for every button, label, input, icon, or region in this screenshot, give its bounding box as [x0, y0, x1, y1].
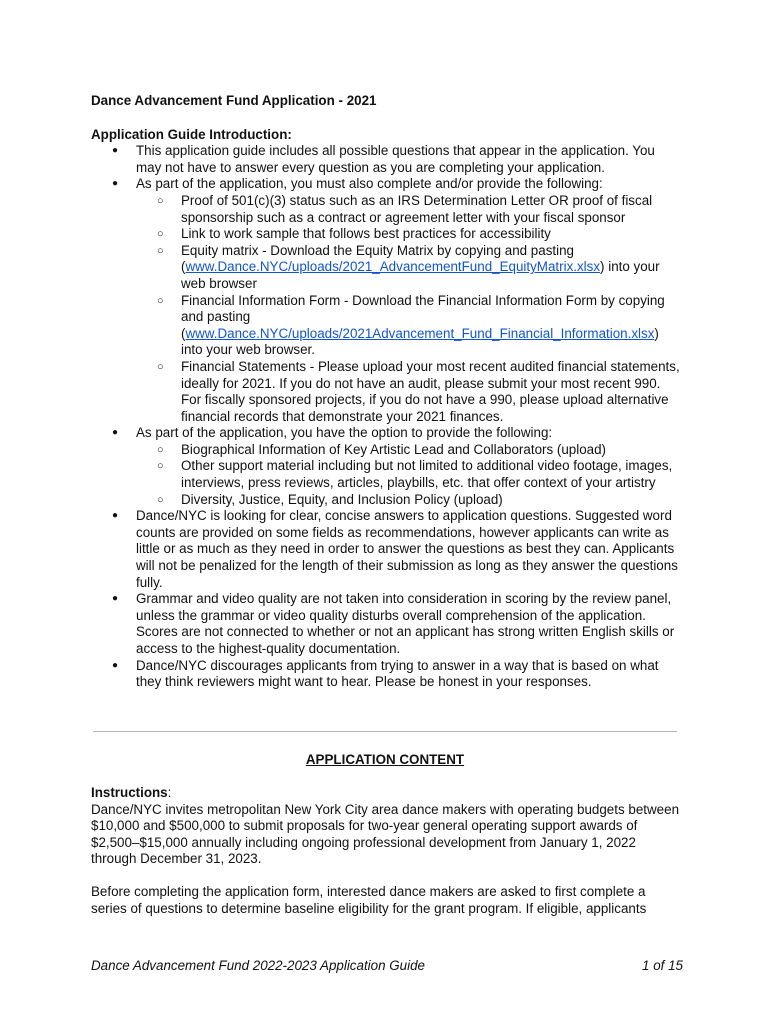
list-item-text: Dance/NYC discourages applicants from trying to answer in a way that is based on what they think reviewers might want to hear. Please be honest in your responses.	[136, 657, 659, 690]
list-item-text: This application guide includes all possible questions that appear in the application. You may not have to answer every question as you are completing your application.	[136, 143, 655, 175]
page-footer	[91, 958, 683, 973]
section-heading: APPLICATION CONTENT	[305, 752, 465, 767]
sub-list-item-text: Financial Information Form - Download the Financial Information Form by copying and pasting (	[181, 292, 665, 341]
sub-list-item-text: Biographical Information of Key Artistic Lead and Collaborators (upload)	[181, 441, 607, 457]
instructions-paragraph: Before completing the application form, interested dance makers are asked to first complete a series of questions to determine baseline eligibility for the grant program. If eligible, applicants	[91, 883, 647, 916]
list-item-text: As part of the application, you must also complete and/or provide the following:	[136, 176, 603, 192]
sub-list-item-text: ) into your web browser	[181, 259, 660, 291]
list-item	[91, 176, 683, 425]
required-items-list	[136, 193, 683, 425]
list-item	[91, 591, 683, 657]
document-body	[91, 93, 683, 691]
instructions-colon: :	[167, 785, 172, 800]
list-item	[91, 425, 683, 508]
list-item	[91, 143, 683, 176]
intro-list	[91, 143, 683, 691]
instructions-heading	[91, 785, 683, 802]
financial-information-link[interactable]: www.Dance.NYC/uploads/2021Advancement_Fund_Financial_Information.xlsx	[185, 325, 655, 341]
document-title: Dance Advancement Fund Application - 2021	[91, 93, 377, 108]
footer-document-name: Dance Advancement Fund 2022-2023 Application Guide	[91, 958, 425, 973]
sub-list-item	[136, 442, 683, 459]
sub-list-item-text: Equity matrix - Download the Equity Matrix by copying and pasting (	[181, 242, 574, 275]
sub-list-item-text: Other support material including but not limited to additional video footage, images, interviews, press reviews, articles, playbills, etc. that offer context of your artistry	[181, 458, 673, 491]
list-item	[91, 658, 683, 691]
list-item-text: Dance/NYC is looking for clear, concise answers to application questions. Suggested word counts are provided on some fields as recommendations, however applicants can write as little or as much as they need in order to answer the questions as best they can. Applicants will not be penalized for the length of their submission as long as they answer the questions fully.	[136, 508, 678, 590]
equity-matrix-link[interactable]: www.Dance.NYC/uploads/2021_AdvancementFund_EquityMatrix.xlsx	[185, 259, 601, 275]
list-item-text: Grammar and video quality are not taken into consideration in scoring by the review panel, unless the grammar or video quality disturbs overall comprehension of the application. Scores are not connected to whether or not an applicant has strong written English skills or access to the highest-quality documentation.	[136, 591, 675, 656]
sub-list-item	[136, 193, 683, 226]
instructions-paragraph: Dance/NYC invites metropolitan New York City area dance makers with operating budgets between $10,000 and $500,000 to submit proposals for two-year general operating support awards of $2,500–$15,000 annually including ongoing professional development from January 1, 2022 through December 31, 2023.	[91, 801, 680, 867]
sub-list-item-text: Proof of 501(c)(3) status such as an IRS Determination Letter OR proof of fiscal sponsorship such as a contract or agreement letter with your fiscal sponsor	[181, 192, 653, 225]
list-item	[91, 508, 683, 591]
sub-list-item	[136, 293, 683, 359]
optional-items-list	[136, 442, 683, 508]
sub-list-item	[136, 243, 683, 293]
intro-heading: Application Guide Introduction:	[91, 126, 292, 142]
horizontal-divider	[93, 731, 677, 732]
sub-list-item	[136, 226, 683, 243]
instructions-label: Instructions	[91, 785, 168, 800]
list-item-text: As part of the application, you have the option to provide the following:	[136, 425, 553, 441]
sub-list-item-text: Financial Statements - Please upload your most recent audited financial statements, ideally for 2021. If you do not have an audit, please submit your most recent 990. For fiscally sponsored projects, if you do not have a 990, please upload alternative financial records that demonstrate your 2021 finances.	[181, 358, 680, 424]
sub-list-item-text: ) into your web browser.	[181, 325, 659, 358]
sub-list-item-text: Link to work sample that follows best practices for accessibility	[181, 226, 551, 242]
page-number: 1 of 15	[642, 958, 683, 973]
instructions-block	[91, 785, 683, 933]
sub-list-item	[136, 458, 683, 491]
sub-list-item-text: Diversity, Justice, Equity, and Inclusion Policy (upload)	[181, 491, 503, 507]
sub-list-item	[136, 492, 683, 509]
sub-list-item	[136, 359, 683, 425]
